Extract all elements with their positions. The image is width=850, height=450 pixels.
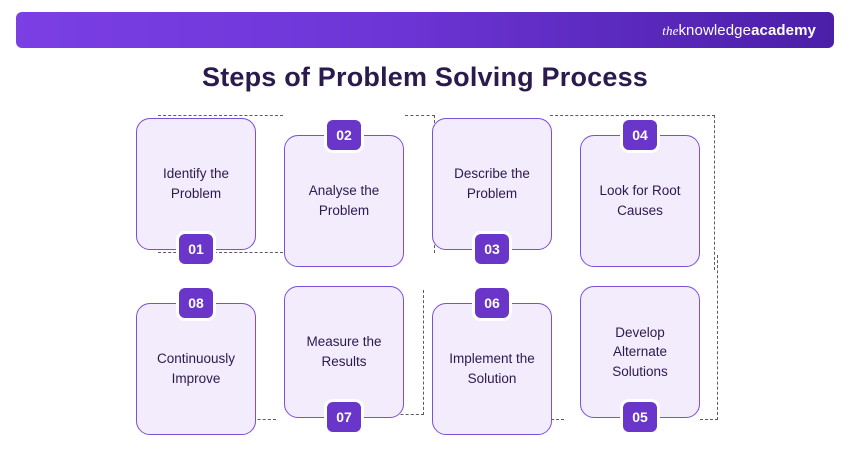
step-label-04: Look for Root Causes xyxy=(599,183,681,218)
step-card-05[interactable] xyxy=(580,286,700,418)
step-badge-05: 05 xyxy=(623,402,657,432)
step-badge-08: 08 xyxy=(179,288,213,318)
step-card-04[interactable] xyxy=(580,135,700,267)
step-card-07[interactable] xyxy=(284,286,404,418)
page-title: Steps of Problem Solving Process xyxy=(201,62,649,92)
step-badge-03: 03 xyxy=(475,234,509,264)
brand-logo xyxy=(662,22,816,39)
step-label-05: Develop Alternate Solutions xyxy=(612,324,668,379)
step-label-06: Implement the Solution xyxy=(449,351,535,386)
step-badge-06: 06 xyxy=(475,288,509,318)
step-label-01: Identify the Problem xyxy=(162,166,230,201)
step-badge-01: 01 xyxy=(179,234,213,264)
step-label-02: Analyse the Problem xyxy=(308,183,380,218)
step-card-06[interactable] xyxy=(432,303,552,435)
step-badge-04: 04 xyxy=(623,120,657,150)
brand-prefix: the xyxy=(662,22,679,38)
step-card-03[interactable] xyxy=(432,118,552,250)
brand-name-light: knowledge xyxy=(678,21,752,39)
brand-name-bold: academy xyxy=(751,21,816,39)
connector-04-05 xyxy=(700,255,718,420)
step-card-01[interactable] xyxy=(136,118,256,250)
header-bar xyxy=(16,12,834,48)
step-label-08: Continuously Improve xyxy=(156,351,236,386)
step-card-02[interactable] xyxy=(284,135,404,267)
step-card-08[interactable] xyxy=(136,303,256,435)
step-label-07: Measure the Results xyxy=(306,334,382,369)
step-badge-02: 02 xyxy=(327,120,361,150)
process-diagram xyxy=(0,105,850,445)
step-badge-07: 07 xyxy=(327,402,361,432)
step-label-03: Describe the Problem xyxy=(454,166,530,201)
connector-02-03 xyxy=(405,115,435,253)
